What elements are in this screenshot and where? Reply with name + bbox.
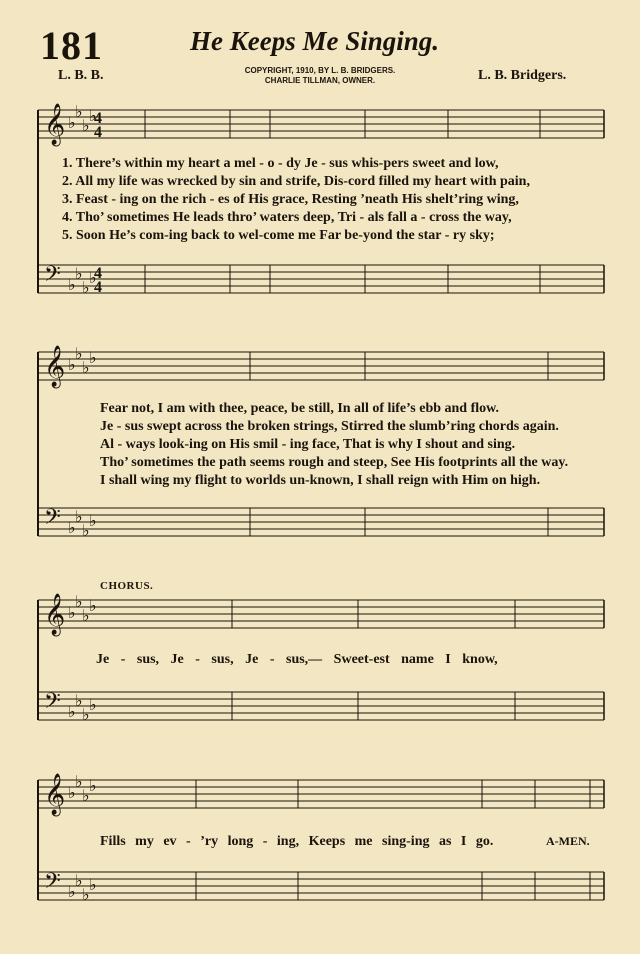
chorus-label: CHORUS. [100, 580, 154, 592]
lyricist-credit: L. B. B. [58, 68, 104, 83]
flat-sign-icon-2-treble-1: ♭ [68, 355, 76, 374]
verse-line-5a: 5. Soon He’s com-ing back to wel-come me Far be-yond the star - ry sky; [62, 228, 495, 243]
flat-sign-icon-2-treble-4: ♭ [89, 348, 97, 367]
flat-sign-icon-3-treble-4: ♭ [89, 596, 97, 615]
flat-sign-icon-1-treble-4: ♭ [89, 106, 97, 125]
amen: A-MEN. [546, 834, 590, 848]
flat-sign-icon-3-bass-2: ♭ [75, 691, 83, 710]
time-signature-bass-2: 4 [94, 279, 102, 296]
hymn-number: 181 [40, 23, 103, 68]
verse-line-3a: 3. Feast - ing on the rich - es of His grace, Resting ’neath His shelt’ring wing, [62, 192, 519, 207]
composer-credit: L. B. Bridgers. [478, 68, 567, 83]
flat-sign-icon-2-bass-2: ♭ [75, 507, 83, 526]
flat-sign-icon-1-bass-3: ♭ [82, 278, 90, 297]
flat-sign-icon-2-bass-4: ♭ [89, 511, 97, 530]
treble-clef-icon-3: 𝄞 [44, 594, 66, 635]
flat-sign-icon-1-bass-2: ♭ [75, 264, 83, 283]
copyright-line-2: CHARLIE TILLMAN, OWNER. [264, 76, 376, 85]
flat-sign-icon-3-treble-3: ♭ [82, 606, 90, 625]
verse-line-5b: I shall wing my flight to worlds un-known, I shall reign with Him on high. [100, 473, 541, 488]
flat-sign-icon-3-treble-1: ♭ [68, 603, 76, 622]
chorus-line-1: Je - sus, Je - sus, Je - sus,— Sweet-est name I know, [96, 652, 498, 667]
flat-sign-icon-1-bass-1: ♭ [68, 275, 76, 294]
verse-line-1a: 1. There’s within my heart a mel - o - dy Je - sus whis-pers sweet and low, [62, 156, 499, 171]
verse-line-2b: Je - sus swept across the broken strings, Stirred the slumb’ring chords again. [100, 419, 559, 434]
flat-sign-icon-4-bass-2: ♭ [75, 871, 83, 890]
time-signature-bass-1: 4 [94, 265, 102, 282]
verse-line-4b: Tho’ sometimes the path seems rough and steep, See His footprints all the way. [100, 455, 569, 470]
treble-clef-icon-1: 𝄞 [44, 104, 66, 145]
flat-sign-icon-2-treble-3: ♭ [82, 358, 90, 377]
flat-sign-icon-4-treble-2: ♭ [75, 772, 83, 791]
flat-sign-icon-3-bass-3: ♭ [82, 705, 90, 724]
flat-sign-icon-4-bass-3: ♭ [82, 885, 90, 904]
flat-sign-icon-2-treble-2: ♭ [75, 344, 83, 363]
verse-line-2a: 2. All my life was wrecked by sin and strife, Dis-cord filled my heart with pain, [62, 174, 530, 189]
flat-sign-icon-4-bass-1: ♭ [68, 882, 76, 901]
flat-sign-icon-1-treble-3: ♭ [82, 116, 90, 135]
flat-sign-icon-3-bass-1: ♭ [68, 702, 76, 721]
flat-sign-icon-1-treble-2: ♭ [75, 102, 83, 121]
flat-sign-icon-1-bass-4: ♭ [89, 268, 97, 287]
treble-clef-icon-2: 𝄞 [44, 346, 66, 387]
flat-sign-icon-4-bass-4: ♭ [89, 875, 97, 894]
flat-sign-icon-4-treble-1: ♭ [68, 783, 76, 802]
bass-clef-icon-3: 𝄢 [44, 689, 61, 719]
time-signature-treble-1: 4 [94, 110, 102, 127]
flat-sign-icon-4-treble-4: ♭ [89, 776, 97, 795]
chorus-line-2: Fills my ev - ’ry long - ing, Keeps me sing-ing as I go. [100, 834, 494, 849]
flat-sign-icon-2-bass-3: ♭ [82, 521, 90, 540]
flat-sign-icon-2-bass-1: ♭ [68, 518, 76, 537]
treble-clef-icon-4: 𝄞 [44, 774, 66, 815]
flat-sign-icon-3-treble-2: ♭ [75, 592, 83, 611]
flat-sign-icon-4-treble-3: ♭ [82, 786, 90, 805]
flat-sign-icon-3-bass-4: ♭ [89, 695, 97, 714]
verse-line-4a: 4. Tho’ sometimes He leads thro’ waters deep, Tri - als fall a - cross the way, [62, 210, 512, 225]
hymn-title: He Keeps Me Singing. [190, 26, 440, 56]
verse-line-1b: Fear not, I am with thee, peace, be still, In all of life’s ebb and flow. [100, 401, 499, 416]
bass-clef-icon-2: 𝄢 [44, 505, 61, 535]
bass-clef-icon-1: 𝄢 [44, 262, 61, 292]
copyright-line-1: COPYRIGHT, 1910, BY L. B. BRIDGERS. [244, 66, 396, 75]
time-signature-treble-2: 4 [94, 124, 102, 141]
flat-sign-icon-1-treble-1: ♭ [68, 113, 76, 132]
verse-line-3b: Al - ways look-ing on His smil - ing face, That is why I shout and sing. [100, 437, 516, 452]
bass-clef-icon-4: 𝄢 [44, 869, 61, 899]
